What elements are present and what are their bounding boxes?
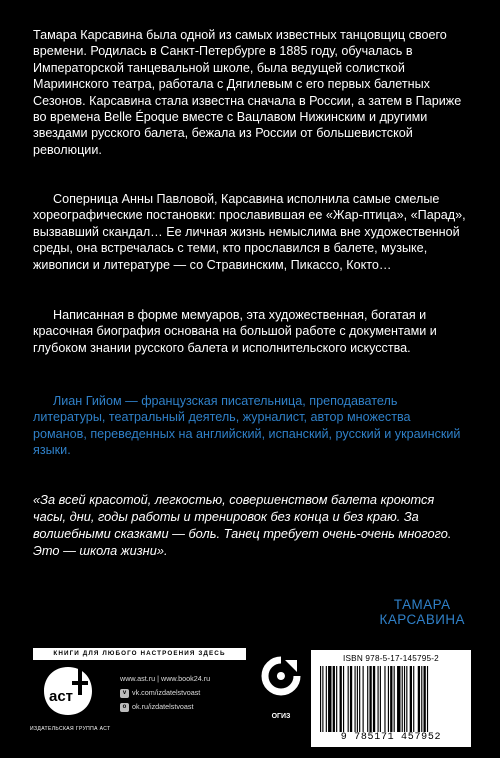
site-vk[interactable]: vk.com/izdatelstvoast [132,688,201,697]
ast-logo-icon [42,665,94,723]
site-row-vk[interactable] [120,686,250,700]
svg-text:аст: аст [48,688,74,705]
quote: «За всей красотой, легкостью, совершенством балета кроются часы, дни, годы работы и тренировок без конца и без краю. За волшебными сказками — боль. Танец требует очень-очень многого. Это — школа жизни». [33,492,452,558]
vk-icon: v [120,689,129,698]
ok-icon: o [120,703,129,712]
barcode-box [311,650,471,747]
author-note: Лиан Гийом — французская писательница, преподаватель литературы, театральный деятель, журналист, автор множества романов, переведенных на английский, испанский, русский и украинский языки. [33,394,461,458]
site-ok[interactable]: ok.ru/izdatelstvoast [132,702,194,711]
description-paragraph-2: Соперница Анны Павловой, Карсавина исполнила самые смелые хореографические постановки: прославившая ее «Жар-птица», «Парад», вызвавший скандал… Ее личная жизнь немыслима вне художественной среды, она встречалась с теми, кто прославился в балете, музыке, живописи и литературе — со Стравинским, Пикассо, Кокто… [33,192,466,272]
description-paragraph-1: Тамара Карсавина была одной из самых известных танцовщиц своего времени. Родилась в Санкт-Петербурге в 1885 году, обучалась в Императорской танцевальной школе, была ведущей солисткой Мариинского театра, работала с Дягилевым с его первых балетных Сезонов. Карсавина стала известна сначала в России, а затем в Париже во времена Belle Époque вместе с Вацлавом Нижинским и другими звездами русского балета, бежала из России от большевистской революции. [33,28,462,157]
publisher-label: ИЗДАТЕЛЬСКАЯ ГРУППА АСТ [30,726,111,732]
ogiz-logo-icon [261,656,301,712]
site-row-ok[interactable] [120,700,250,714]
brand-line-2: КАРСАВИНА [379,612,465,627]
barcode-icon [320,666,462,732]
tagline-bar: КНИГИ ДЛЯ ЛЮБОГО НАСТРОЕНИЯ ЗДЕСЬ [33,648,246,660]
site-web[interactable]: www.ast.ru | www.book24.ru [120,674,211,683]
book-title-brand [380,597,465,627]
publisher-sites [120,672,250,714]
isbn: ISBN 978-5-17-145795-2 [343,654,439,663]
site-row-web[interactable] [120,672,250,686]
barcode-number: 9 785171 457952 [340,732,442,743]
ogiz-label: ОГИЗ [271,713,291,720]
description-paragraph-3: Написанная в форме мемуаров, эта художественная, богатая и красочная биография основана на большой работе с документами и глубоком знании русского балета и исполнительского искусства. [33,308,437,355]
brand-line-1: ТАМАРА [393,597,451,612]
